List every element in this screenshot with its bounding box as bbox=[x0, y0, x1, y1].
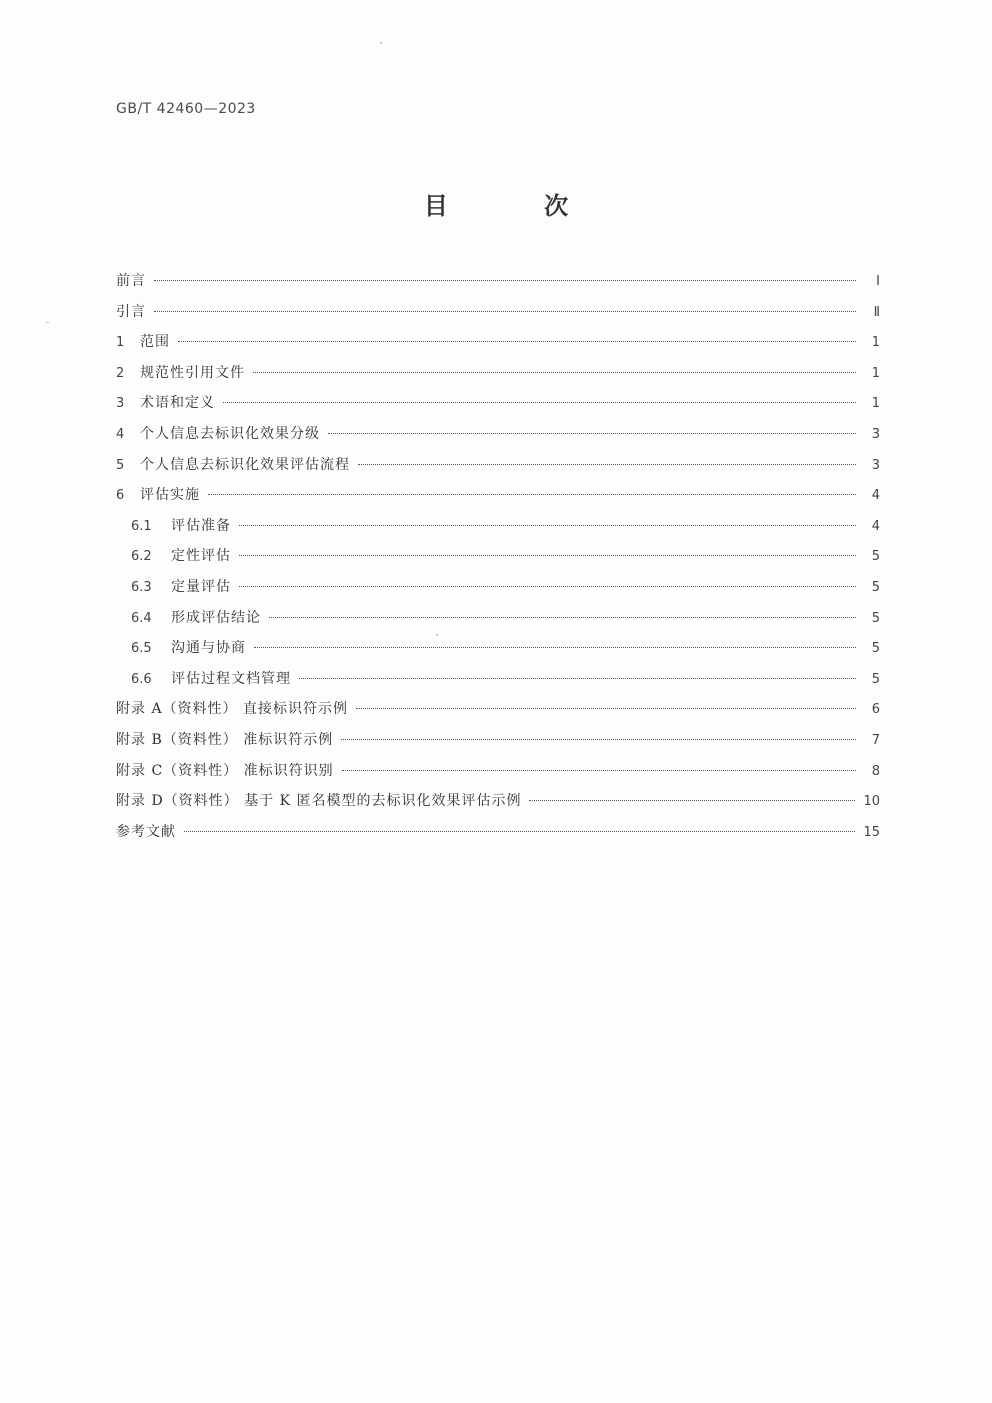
toc-entry[interactable] bbox=[116, 725, 880, 756]
toc-entry-page: 6 bbox=[871, 702, 880, 718]
toc-dot-leader bbox=[223, 402, 856, 403]
toc-entry-page: 3 bbox=[871, 457, 880, 473]
toc-entry[interactable] bbox=[116, 327, 880, 358]
toc-dot-leader bbox=[239, 525, 856, 526]
toc-dot-leader bbox=[299, 678, 856, 679]
toc-entry[interactable] bbox=[116, 694, 880, 725]
toc-entry[interactable] bbox=[116, 266, 880, 297]
toc-entry-label: 附录 B（资料性） 准标识符示例 bbox=[116, 731, 334, 748]
toc-dot-leader bbox=[358, 464, 856, 465]
toc-entry-page: Ⅱ bbox=[873, 304, 880, 320]
toc-entry[interactable] bbox=[116, 633, 880, 664]
toc-dot-leader bbox=[529, 800, 855, 801]
toc-entry-number: 6.1 bbox=[131, 518, 152, 534]
toc-entry[interactable] bbox=[116, 480, 880, 511]
toc-entry[interactable] bbox=[116, 358, 880, 389]
toc-entry-number: 3 bbox=[116, 396, 125, 412]
toc-entry-number: 5 bbox=[116, 457, 125, 473]
toc-dot-leader bbox=[154, 311, 856, 312]
toc-entry-label: 个人信息去标识化效果分级 bbox=[140, 425, 320, 442]
toc-entry-label: 引言 bbox=[116, 303, 146, 320]
toc-entry-page: 5 bbox=[871, 671, 880, 687]
toc-entry[interactable] bbox=[116, 664, 880, 695]
scan-speck bbox=[380, 42, 382, 44]
toc-entry[interactable] bbox=[116, 572, 880, 603]
toc-entry-label: 术语和定义 bbox=[140, 395, 215, 412]
toc-dot-leader bbox=[184, 831, 855, 832]
toc-entry[interactable] bbox=[116, 511, 880, 542]
toc-dot-leader bbox=[328, 433, 856, 434]
toc-entry-number: 6.3 bbox=[131, 579, 152, 595]
toc-entry[interactable] bbox=[116, 817, 880, 848]
toc-dot-leader bbox=[239, 586, 856, 587]
toc-entry-number: 6.2 bbox=[131, 549, 152, 565]
page-title: 目 次 bbox=[423, 192, 613, 220]
toc-dot-leader bbox=[254, 647, 856, 648]
toc-entry-number: 2 bbox=[116, 365, 125, 381]
toc-entry-label: 参考文献 bbox=[116, 823, 176, 840]
toc-dot-leader bbox=[341, 739, 856, 740]
toc-entry-page: 5 bbox=[871, 549, 880, 565]
toc-entry-page: 1 bbox=[871, 335, 880, 351]
toc-entry-number: 4 bbox=[116, 426, 125, 442]
toc-entry[interactable] bbox=[116, 786, 880, 817]
toc-entry[interactable] bbox=[116, 450, 880, 481]
toc-entry-page: 4 bbox=[871, 488, 880, 504]
toc-entry-label: 个人信息去标识化效果评估流程 bbox=[140, 456, 350, 473]
toc-dot-leader bbox=[342, 770, 856, 771]
toc-entry-number: 1 bbox=[116, 335, 125, 351]
toc-entry[interactable] bbox=[116, 388, 880, 419]
toc-dot-leader bbox=[253, 372, 856, 373]
toc-entry-label: 沟通与协商 bbox=[171, 640, 246, 657]
toc-entry-page: 7 bbox=[871, 732, 880, 748]
toc-entry-label: 定量评估 bbox=[171, 578, 231, 595]
toc-entry-label: 定性评估 bbox=[171, 548, 231, 565]
toc-dot-leader bbox=[239, 555, 856, 556]
toc-entry-label: 前言 bbox=[116, 273, 146, 289]
toc-entry-label: 评估准备 bbox=[171, 517, 231, 534]
table-of-contents bbox=[116, 266, 880, 847]
toc-entry-page: 4 bbox=[871, 518, 880, 534]
toc-dot-leader bbox=[269, 617, 856, 618]
toc-entry-label: 范围 bbox=[140, 334, 170, 351]
toc-entry-label: 附录 A（资料性） 直接标识符示例 bbox=[116, 701, 349, 718]
toc-entry-label: 附录 D（资料性） 基于 K 匿名模型的去标识化效果评估示例 bbox=[116, 793, 522, 810]
toc-dot-leader bbox=[356, 708, 856, 709]
toc-entry-page: 10 bbox=[863, 794, 880, 810]
standard-code: GB/T 42460—2023 bbox=[116, 101, 256, 117]
toc-entry-label: 形成评估结论 bbox=[171, 609, 261, 626]
scan-speck bbox=[46, 322, 49, 323]
toc-entry-page: 8 bbox=[871, 763, 880, 779]
toc-dot-leader bbox=[178, 341, 856, 342]
toc-entry[interactable] bbox=[116, 603, 880, 634]
toc-dot-leader bbox=[208, 494, 856, 495]
toc-dot-leader bbox=[154, 280, 856, 281]
toc-entry[interactable] bbox=[116, 541, 880, 572]
toc-entry-label: 附录 C（资料性） 准标识符识别 bbox=[116, 762, 334, 779]
toc-entry[interactable] bbox=[116, 419, 880, 450]
toc-entry-number: 6.6 bbox=[131, 671, 152, 687]
toc-entry-label: 评估实施 bbox=[140, 487, 200, 504]
toc-entry-page: 15 bbox=[863, 824, 880, 840]
toc-entry[interactable] bbox=[116, 756, 880, 787]
toc-entry[interactable] bbox=[116, 297, 880, 328]
toc-entry-page: 3 bbox=[871, 426, 880, 442]
scan-speck bbox=[436, 634, 438, 636]
toc-entry-page: 5 bbox=[871, 641, 880, 657]
toc-entry-number: 6.5 bbox=[131, 641, 152, 657]
toc-entry-page: 1 bbox=[871, 396, 880, 412]
toc-entry-page: 5 bbox=[871, 610, 880, 626]
toc-entry-page: 5 bbox=[871, 579, 880, 595]
toc-entry-page: Ⅰ bbox=[876, 274, 880, 289]
toc-entry-label: 评估过程文档管理 bbox=[171, 670, 291, 687]
toc-entry-number: 6.4 bbox=[131, 610, 152, 626]
toc-entry-page: 1 bbox=[871, 365, 880, 381]
toc-entry-number: 6 bbox=[116, 488, 125, 504]
toc-entry-label: 规范性引用文件 bbox=[140, 364, 245, 381]
